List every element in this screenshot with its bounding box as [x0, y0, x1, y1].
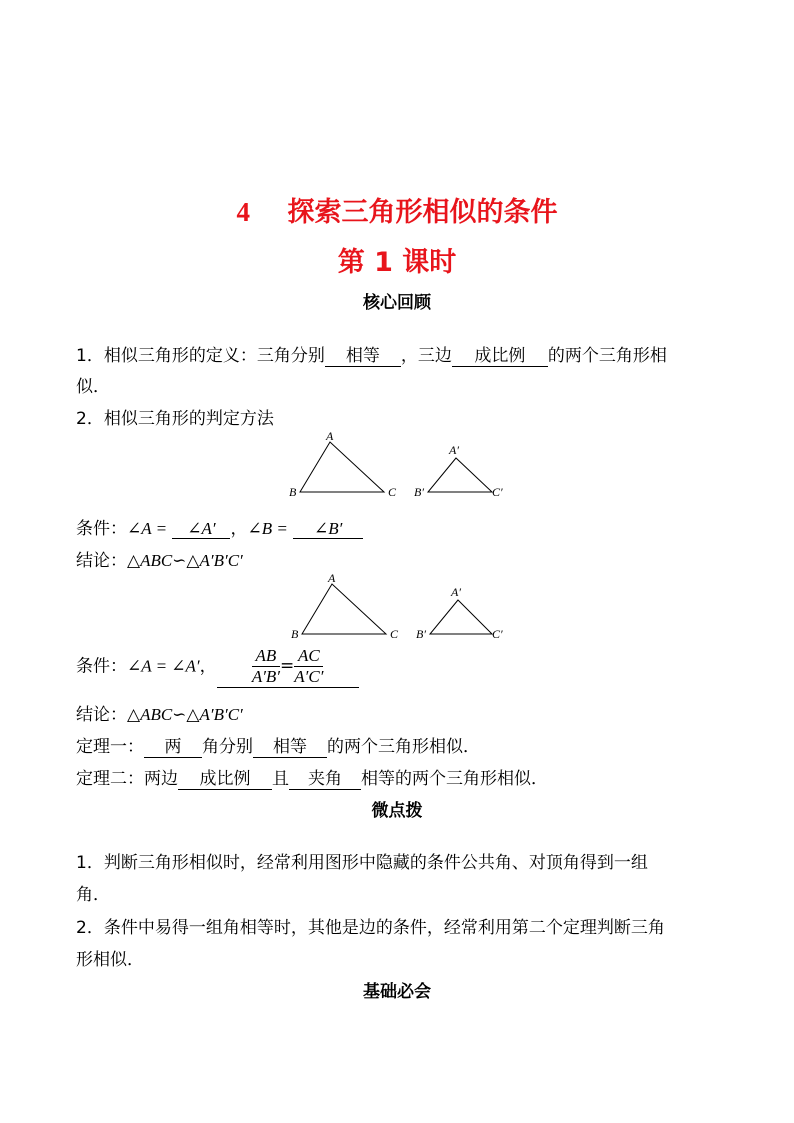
answer-blank: 成比例	[178, 770, 272, 790]
answer-blank: 两	[144, 738, 202, 758]
label-b: B	[289, 485, 297, 499]
label-a: A	[328, 571, 336, 585]
numerator: AC	[294, 646, 323, 667]
definition-line-cont: 似．	[76, 377, 110, 397]
answer-blank: 相等	[325, 347, 401, 367]
label-a-prime: A′	[451, 585, 461, 599]
triangle-a2b2c2	[430, 600, 492, 634]
label-c-prime: C′	[492, 627, 503, 641]
answer-blank: 成比例	[452, 347, 548, 367]
label-b-prime: B′	[416, 627, 426, 641]
equals-sign: =	[280, 656, 295, 676]
denominator: A′C′	[294, 667, 324, 686]
conclusion-label: 结论：	[76, 551, 127, 571]
theorem-suffix: 的两个三角形相似．	[327, 737, 480, 757]
definition-suffix: 的两个三角形相	[547, 346, 667, 366]
theorem-prefix: 定理一：	[76, 737, 144, 757]
theorem-2	[76, 764, 548, 790]
criteria-heading: 2．相似三角形的判定方法	[76, 409, 274, 429]
answer-blank: ∠A′	[172, 519, 230, 539]
answer-blank: ∠B′	[293, 519, 363, 539]
definition-line	[76, 341, 667, 367]
conclusion-1	[76, 546, 243, 571]
denominator: A′B′	[251, 667, 281, 686]
tip-2-line-2: 形相似．	[76, 950, 144, 970]
answer-blank: 相等	[253, 738, 327, 758]
section-heading-basics: 基础必会	[363, 982, 431, 1002]
section-heading-review: 核心回顾	[363, 293, 431, 313]
label-b: B	[291, 627, 299, 641]
fraction-ac	[294, 646, 323, 687]
condition-1	[76, 514, 363, 539]
title-number: 4	[236, 197, 250, 227]
label-a-prime: A′	[449, 443, 459, 457]
condition-2	[76, 646, 359, 688]
label-b-prime: B′	[414, 485, 424, 499]
triangle-figure-1	[280, 428, 520, 504]
tip-1-line-2: 角．	[76, 885, 110, 905]
answer-blank: 夹角	[289, 770, 361, 790]
label-a: A	[326, 429, 334, 443]
definition-mid: ，三边	[400, 346, 452, 366]
condition-label: 条件：	[76, 656, 127, 677]
conclusion-2	[76, 700, 243, 725]
theorem-1	[76, 732, 480, 758]
label-c-prime: C′	[492, 485, 503, 499]
theorem-prefix: 定理二：两边	[76, 769, 178, 789]
label-c: C	[388, 485, 397, 499]
label-c: C	[390, 627, 399, 641]
theorem-suffix: 相等的两个三角形相似．	[361, 769, 548, 789]
title-text: 探索三角形相似的条件	[287, 197, 558, 228]
triangle-abc	[300, 442, 384, 492]
tip-1-line-1: 1．判断三角形相似时，经常利用图形中隐藏的条件公共角、对顶角得到一组	[76, 853, 648, 873]
angle-a: ∠A =	[127, 519, 168, 538]
similarity-statement: △ABC∽△A′B′C′	[127, 705, 243, 724]
triangle-a2b2c2	[428, 458, 492, 492]
triangle-figure-2	[280, 570, 520, 646]
condition-label: 条件：	[76, 519, 127, 539]
tip-2-line-1: 2．条件中易得一组角相等时，其他是边的条件，经常利用第二个定理判断三角	[76, 918, 665, 938]
theorem-mid: 且	[272, 769, 289, 789]
similarity-statement: △ABC∽△A′B′C′	[127, 551, 243, 570]
triangle-abc	[302, 584, 386, 634]
separator: ，	[199, 656, 217, 677]
angle-b: ∠B =	[247, 519, 288, 538]
page-subtitle: 第 1 课时	[337, 247, 457, 278]
angle-equality: ∠A = ∠A′	[127, 656, 200, 676]
definition-prefix: 1．相似三角形的定义：三角分别	[76, 346, 325, 366]
section-heading-tips: 微点拨	[371, 801, 423, 821]
fraction-ab	[252, 646, 280, 687]
answer-blank-fraction	[217, 646, 359, 688]
theorem-mid: 角分别	[202, 737, 253, 757]
separator: ，	[230, 519, 248, 539]
conclusion-label: 结论：	[76, 705, 127, 725]
numerator: AB	[252, 646, 280, 667]
page-title	[0, 190, 794, 229]
